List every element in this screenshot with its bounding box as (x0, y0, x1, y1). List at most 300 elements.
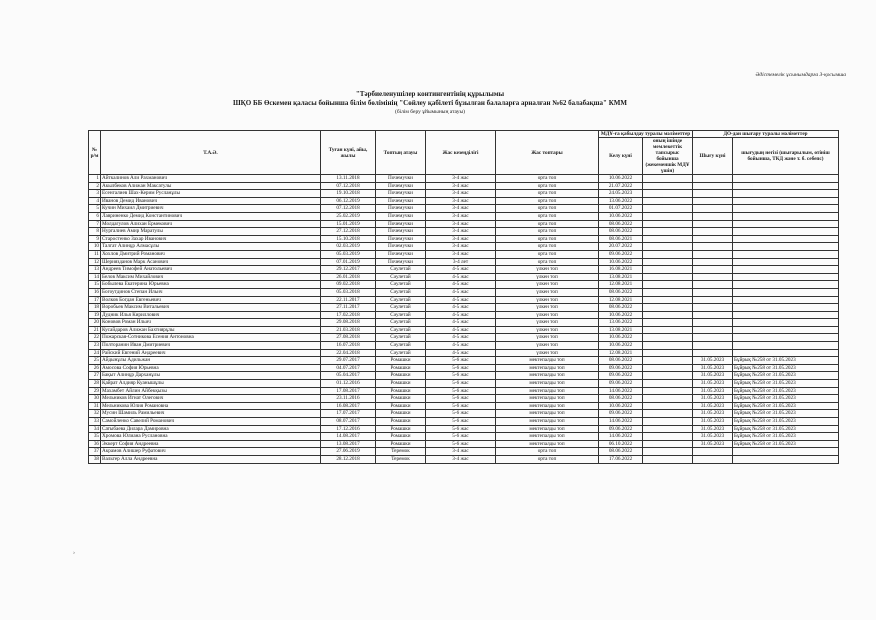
age-group-cell: орта топ (496, 258, 599, 266)
age-group-cell: мектепалды топ (496, 387, 599, 395)
table-row (89, 311, 839, 319)
child-name-cell: Шериязданов Марк Асанович (101, 258, 321, 266)
age-period-cell: 3-4 жас (426, 250, 496, 258)
departure-reason-cell (733, 342, 839, 350)
admission-basis-cell (643, 357, 693, 365)
group-name-cell: Сәулетай (376, 326, 426, 334)
admission-date-cell: 01.07.2022 (599, 205, 643, 213)
child-name-cell: Бақыт Алинұр Дарханұлы (101, 372, 321, 380)
departure-reason-cell (733, 205, 839, 213)
group-name-cell: Сәулетай (376, 311, 426, 319)
admission-basis-cell (643, 418, 693, 426)
admission-date-cell: 08.06.2022 (599, 220, 643, 228)
admission-date-cell: 13.06.2022 (599, 319, 643, 327)
age-period-cell: 4-5 жас (426, 349, 496, 357)
row-number-cell: 14 (89, 273, 101, 281)
departure-reason-cell (733, 190, 839, 198)
child-name-cell: Амосова София Юрьевна (101, 364, 321, 372)
departure-date-cell (693, 455, 733, 463)
admission-date-cell: 14.06.2022 (599, 387, 643, 395)
admission-date-cell: 09.06.2022 (599, 250, 643, 258)
child-name-cell: Пожарская-Сотникова Есения Антоновна (101, 334, 321, 342)
departure-date-cell (693, 243, 733, 251)
table-row (89, 326, 839, 334)
row-number-cell: 25 (89, 357, 101, 365)
departure-reason-cell (733, 175, 839, 183)
table-row (89, 182, 839, 190)
age-group-cell: орта топ (496, 235, 599, 243)
admission-basis-cell (643, 175, 693, 183)
table-row (89, 175, 839, 183)
admission-date-cell: 24.05.2023 (599, 190, 643, 198)
age-period-cell: 3-4 жас (426, 197, 496, 205)
row-number-cell: 24 (89, 349, 101, 357)
group-name-cell: Почемучки (376, 190, 426, 198)
birth-date-cell: 27.11.2017 (321, 304, 376, 312)
table-row (89, 273, 839, 281)
departure-reason-cell: Бұйрық №258 от 31.05.2023 (733, 425, 839, 433)
age-period-cell: 5-6 жас (426, 433, 496, 441)
admission-date-cell: 10.06.2022 (599, 175, 643, 183)
group-name-cell: Ромашки (376, 364, 426, 372)
birth-date-cell: 27.06.2019 (321, 448, 376, 456)
group-name-cell: Сәулетай (376, 288, 426, 296)
group-name-cell: Почемучки (376, 212, 426, 220)
table-row (89, 425, 839, 433)
age-group-cell: мектепалды топ (496, 425, 599, 433)
child-name-cell: Молдагулов Алихан Ермекович (101, 220, 321, 228)
row-number-cell: 36 (89, 440, 101, 448)
child-name-cell: Акрамов Алишер Руфатович (101, 448, 321, 456)
age-group-cell: үлкен топ (496, 326, 599, 334)
row-number-cell: 20 (89, 319, 101, 327)
child-name-cell: Есенгалиев Шах-Керим Русланұлы (101, 190, 321, 198)
row-number-cell: 31 (89, 402, 101, 410)
birth-date-cell: 17.02.2018 (321, 311, 376, 319)
admission-date-cell: 10.06.2022 (599, 342, 643, 350)
age-period-cell: 4-5 жас (426, 342, 496, 350)
child-name-cell: Полторанин Иван Дмитриевич (101, 342, 321, 350)
admission-basis-cell (643, 288, 693, 296)
age-group-cell: орта топ (496, 212, 599, 220)
age-period-cell: 5-6 жас (426, 364, 496, 372)
admission-basis-cell (643, 182, 693, 190)
group-name-cell: Почемучки (376, 220, 426, 228)
departure-date-cell (693, 212, 733, 220)
departure-date-cell (693, 319, 733, 327)
departure-date-cell: 31.05.2023 (693, 380, 733, 388)
age-period-cell: 3-4 жас (426, 212, 496, 220)
table-row (89, 440, 839, 448)
age-group-cell: орта топ (496, 243, 599, 251)
table-row (89, 304, 839, 312)
table-row (89, 455, 839, 463)
group-name-cell: Ромашки (376, 418, 426, 426)
departure-date-cell (693, 326, 733, 334)
row-number-cell: 35 (89, 433, 101, 441)
departure-reason-cell (733, 182, 839, 190)
child-name-cell: Хохлов Дмитрий Романович (101, 250, 321, 258)
group-name-cell: Почемучки (376, 175, 426, 183)
admission-basis-cell (643, 243, 693, 251)
age-period-cell: 5-6 жас (426, 357, 496, 365)
age-period-cell: 3-4 жас (426, 235, 496, 243)
child-name-cell: Талгат Алинұр Алмасұлы (101, 243, 321, 251)
group-name-cell: Ромашки (376, 402, 426, 410)
col-birth-header: Туған күні, айы, жылы (321, 131, 376, 175)
birth-date-cell: 13.08.2017 (321, 440, 376, 448)
admission-basis-cell (643, 395, 693, 403)
col-name-header: Т.А.Ә. (101, 131, 321, 175)
departure-date-cell (693, 197, 733, 205)
group-name-cell: Сәулетай (376, 273, 426, 281)
table-row (89, 296, 839, 304)
group-name-cell: Сәулетай (376, 304, 426, 312)
age-group-cell: мектепалды топ (496, 357, 599, 365)
admission-basis-cell (643, 190, 693, 198)
child-name-cell: Эккерт София Андреевна (101, 440, 321, 448)
departure-date-cell: 31.05.2023 (693, 440, 733, 448)
age-period-cell: 5-6 жас (426, 395, 496, 403)
age-group-cell: үлкен топ (496, 296, 599, 304)
table-body (89, 175, 839, 464)
birth-date-cell: 19.10.2018 (321, 190, 376, 198)
departure-reason-cell (733, 319, 839, 327)
departure-reason-cell (733, 243, 839, 251)
col-departure-header: ДО-дан шығару туралы мәліметтер (693, 131, 839, 138)
age-group-cell: үлкен топ (496, 349, 599, 357)
birth-date-cell: 26.01.2018 (321, 273, 376, 281)
row-number-cell: 21 (89, 326, 101, 334)
col-num-header: № р/м (89, 131, 101, 175)
row-number-cell: 5 (89, 205, 101, 213)
child-name-cell: Иванов Демид Иванович (101, 197, 321, 205)
departure-date-cell (693, 258, 733, 266)
table-row (89, 288, 839, 296)
margin-mark: › (73, 550, 75, 556)
admission-date-cell: 10.06.2022 (599, 402, 643, 410)
age-period-cell: 3-4 лет (426, 258, 496, 266)
group-name-cell: Почемучки (376, 205, 426, 213)
admission-basis-cell (643, 334, 693, 342)
age-group-cell: орта топ (496, 197, 599, 205)
child-name-cell: Дудник Илья Кириллович (101, 311, 321, 319)
age-group-cell: орта топ (496, 250, 599, 258)
departure-reason-cell (733, 250, 839, 258)
admission-date-cell: 09.06.2022 (599, 364, 643, 372)
age-group-cell: үлкен топ (496, 266, 599, 274)
child-name-cell: Старостенко Захар Иванович (101, 235, 321, 243)
col-departure-reason-header: шығудың негізі (шығарылым, өтініш бойынша, ТКД және т. б. себепс) (733, 138, 839, 175)
age-period-cell: 4-5 жас (426, 319, 496, 327)
row-number-cell: 2 (89, 182, 101, 190)
group-name-cell: Почемучки (376, 228, 426, 236)
table-row (89, 372, 839, 380)
departure-date-cell: 31.05.2023 (693, 433, 733, 441)
departure-date-cell: 31.05.2023 (693, 387, 733, 395)
child-name-cell: Коновов Роман Ильич (101, 319, 321, 327)
birth-date-cell: 07.12.2018 (321, 205, 376, 213)
birth-date-cell: 15.01.2019 (321, 220, 376, 228)
admission-basis-cell (643, 228, 693, 236)
table-row (89, 334, 839, 342)
row-number-cell: 22 (89, 334, 101, 342)
col-departure-date-header: Шығу күні (693, 138, 733, 175)
departure-date-cell (693, 175, 733, 183)
admission-basis-cell (643, 319, 693, 327)
age-period-cell: 5-6 жас (426, 387, 496, 395)
departure-reason-cell (733, 266, 839, 274)
departure-reason-cell (733, 311, 839, 319)
group-name-cell: Почемучки (376, 258, 426, 266)
departure-reason-cell: Бұйрық №258 от 31.05.2023 (733, 433, 839, 441)
appendix-note: Әдістемелік ұсынымдарға 3-қосымша (755, 72, 846, 78)
table-row (89, 410, 839, 418)
table-row (89, 433, 839, 441)
admission-date-cell: 08.06.2022 (599, 288, 643, 296)
age-group-cell: мектепалды топ (496, 410, 599, 418)
child-name-cell: Айткалинов Али Рахманович (101, 175, 321, 183)
admission-basis-cell (643, 250, 693, 258)
child-name-cell: Қайрат Алдияр Куанышұлы (101, 380, 321, 388)
table-row (89, 402, 839, 410)
age-period-cell: 4-5 жас (426, 273, 496, 281)
departure-date-cell: 31.05.2023 (693, 364, 733, 372)
row-number-cell: 23 (89, 342, 101, 350)
birth-date-cell: 07.12.2018 (321, 182, 376, 190)
admission-date-cell: 09.06.2022 (599, 410, 643, 418)
group-name-cell: Почемучки (376, 197, 426, 205)
admission-date-cell: 10.06.2022 (599, 334, 643, 342)
col-group-header: Топтың атауы (376, 131, 426, 175)
col-agegroup-header: Жас топтары (496, 131, 599, 175)
birth-date-cell: 08.07.2017 (321, 418, 376, 426)
child-name-cell: Бобылева Екатерина Юрьевна (101, 281, 321, 289)
group-name-cell: Ромашки (376, 387, 426, 395)
admission-basis-cell (643, 197, 693, 205)
admission-basis-cell (643, 387, 693, 395)
table-row (89, 364, 839, 372)
row-number-cell: 26 (89, 364, 101, 372)
col-admission-date-header: Келу күні (599, 138, 643, 175)
age-group-cell: мектепалды топ (496, 402, 599, 410)
child-name-cell: Акылбеков Алижан Максатулы (101, 182, 321, 190)
birth-date-cell: 29.08.2018 (321, 319, 376, 327)
admission-date-cell: 08.06.2022 (599, 448, 643, 456)
child-name-cell: Кусайдаров Алижан Бахтиярұлы (101, 326, 321, 334)
table-row (89, 319, 839, 327)
child-name-cell: Кучин Михаил Дмитриевич (101, 205, 321, 213)
birth-date-cell: 05.03.2018 (321, 288, 376, 296)
admission-date-cell: 09.06.2022 (599, 425, 643, 433)
child-name-cell: Мусин Шамиль Рамильевич (101, 410, 321, 418)
admission-date-cell: 21.07.2022 (599, 182, 643, 190)
admission-date-cell: 08.06.2021 (599, 235, 643, 243)
admission-basis-cell (643, 311, 693, 319)
departure-date-cell (693, 281, 733, 289)
table-row (89, 250, 839, 258)
child-name-cell: Белов Максим Михайлович (101, 273, 321, 281)
departure-date-cell (693, 334, 733, 342)
departure-date-cell: 31.05.2023 (693, 372, 733, 380)
departure-reason-cell (733, 197, 839, 205)
departure-reason-cell (733, 212, 839, 220)
birth-date-cell: 17.08.2017 (321, 387, 376, 395)
birth-date-cell: 16.07.2018 (321, 342, 376, 350)
group-name-cell: Теремок (376, 448, 426, 456)
admission-date-cell: 09.06.2022 (599, 372, 643, 380)
row-number-cell: 15 (89, 281, 101, 289)
departure-reason-cell (733, 258, 839, 266)
departure-reason-cell (733, 455, 839, 463)
departure-date-cell (693, 190, 733, 198)
age-period-cell: 3-4 жас (426, 228, 496, 236)
birth-date-cell: 17.07.2017 (321, 410, 376, 418)
row-number-cell: 17 (89, 296, 101, 304)
age-group-cell: үлкен топ (496, 311, 599, 319)
admission-date-cell: 13.08.2021 (599, 273, 643, 281)
group-name-cell: Почемучки (376, 182, 426, 190)
age-group-cell: орта топ (496, 448, 599, 456)
departure-date-cell (693, 235, 733, 243)
age-group-cell: орта топ (496, 190, 599, 198)
departure-date-cell (693, 296, 733, 304)
age-period-cell: 5-6 жас (426, 425, 496, 433)
admission-date-cell: 10.06.2022 (599, 311, 643, 319)
departure-reason-cell (733, 304, 839, 312)
admission-date-cell: 08.06.2022 (599, 304, 643, 312)
admission-date-cell: 14.06.2022 (599, 418, 643, 426)
departure-date-cell (693, 250, 733, 258)
departure-reason-cell: Бұйрық №258 от 31.05.2023 (733, 387, 839, 395)
child-name-cell: Сатыбаева Дилара Дамировна (101, 425, 321, 433)
admission-date-cell: 12.08.2021 (599, 281, 643, 289)
departure-date-cell (693, 448, 733, 456)
child-name-cell: Нургалиев Амир Маратулы (101, 228, 321, 236)
departure-reason-cell: Бұйрық №258 от 31.05.2023 (733, 364, 839, 372)
age-group-cell: мектепалды топ (496, 364, 599, 372)
departure-date-cell: 31.05.2023 (693, 402, 733, 410)
col-admission-header: МДҰ-ға қабылдау туралы мәліметтер (599, 131, 693, 138)
age-period-cell: 3-4 жас (426, 205, 496, 213)
row-number-cell: 8 (89, 228, 101, 236)
age-period-cell: 3-4 жас (426, 455, 496, 463)
row-number-cell: 11 (89, 250, 101, 258)
admission-date-cell: 16.08.2021 (599, 266, 643, 274)
child-name-cell: Волков Богдан Евгеньевич (101, 296, 321, 304)
group-name-cell: Почемучки (376, 250, 426, 258)
admission-basis-cell (643, 364, 693, 372)
age-group-cell: үлкен топ (496, 273, 599, 281)
row-number-cell: 1 (89, 175, 101, 183)
age-group-cell: мектепалды топ (496, 395, 599, 403)
admission-basis-cell (643, 266, 693, 274)
birth-date-cell: 28.12.2018 (321, 455, 376, 463)
row-number-cell: 7 (89, 220, 101, 228)
departure-reason-cell (733, 273, 839, 281)
age-period-cell: 4-5 жас (426, 288, 496, 296)
birth-date-cell: 29.12.2017 (321, 266, 376, 274)
departure-date-cell (693, 266, 733, 274)
birth-date-cell: 02.03.2019 (321, 243, 376, 251)
table-row (89, 448, 839, 456)
admission-basis-cell (643, 326, 693, 334)
departure-date-cell (693, 182, 733, 190)
departure-date-cell (693, 288, 733, 296)
departure-reason-cell: Бұйрық №258 от 31.05.2023 (733, 357, 839, 365)
departure-reason-cell: Бұйрық №258 от 31.05.2023 (733, 395, 839, 403)
departure-date-cell (693, 205, 733, 213)
child-name-cell: Айдынұлы Адильжан (101, 357, 321, 365)
birth-date-cell: 04.07.2017 (321, 364, 376, 372)
admission-date-cell: 10.06.2022 (599, 258, 643, 266)
departure-date-cell (693, 273, 733, 281)
child-name-cell: Райский Евгений Андреевич (101, 349, 321, 357)
birth-date-cell: 06.12.2019 (321, 197, 376, 205)
admission-basis-cell (643, 380, 693, 388)
age-period-cell: 3-4 жас (426, 220, 496, 228)
age-group-cell: үлкен топ (496, 304, 599, 312)
age-group-cell: орта топ (496, 175, 599, 183)
age-period-cell: 4-5 жас (426, 266, 496, 274)
group-name-cell: Ромашки (376, 357, 426, 365)
table-row (89, 342, 839, 350)
admission-date-cell: 13.06.2022 (599, 197, 643, 205)
table-row (89, 281, 839, 289)
admission-basis-cell (643, 425, 693, 433)
table-row (89, 349, 839, 357)
row-number-cell: 13 (89, 266, 101, 274)
row-number-cell: 6 (89, 212, 101, 220)
departure-reason-cell: Бұйрық №258 от 31.05.2023 (733, 440, 839, 448)
birth-date-cell: 05.04.2017 (321, 372, 376, 380)
departure-reason-cell (733, 334, 839, 342)
age-period-cell: 5-6 жас (426, 418, 496, 426)
admission-basis-cell (643, 235, 693, 243)
row-number-cell: 37 (89, 448, 101, 456)
admission-basis-cell (643, 372, 693, 380)
group-name-cell: Ромашки (376, 372, 426, 380)
age-group-cell: орта топ (496, 182, 599, 190)
departure-date-cell (693, 342, 733, 350)
row-number-cell: 30 (89, 395, 101, 403)
contingent-table (88, 130, 839, 464)
admission-basis-cell (643, 220, 693, 228)
row-number-cell: 12 (89, 258, 101, 266)
table-row (89, 228, 839, 236)
col-admission-basis-header: оның ішінде мемлекеттік тапсырыс бойынша (жекеменшік МДҰ үшін) (643, 138, 693, 175)
row-number-cell: 33 (89, 418, 101, 426)
admission-date-cell: 10.06.2022 (599, 212, 643, 220)
age-period-cell: 5-6 жас (426, 380, 496, 388)
child-name-cell: Мельникова Юлия Романовна (101, 402, 321, 410)
group-name-cell: Почемучки (376, 243, 426, 251)
age-group-cell: орта топ (496, 228, 599, 236)
age-period-cell: 4-5 жас (426, 326, 496, 334)
departure-date-cell: 31.05.2023 (693, 395, 733, 403)
age-group-cell: мектепалды топ (496, 433, 599, 441)
departure-reason-cell (733, 448, 839, 456)
departure-date-cell (693, 220, 733, 228)
admission-basis-cell (643, 455, 693, 463)
birth-date-cell: 27.08.2018 (321, 334, 376, 342)
age-period-cell: 4-5 жас (426, 281, 496, 289)
birth-date-cell: 15.10.2018 (321, 235, 376, 243)
age-group-cell: үлкен топ (496, 334, 599, 342)
table-row (89, 395, 839, 403)
birth-date-cell: 23.11.2016 (321, 395, 376, 403)
group-name-cell: Ромашки (376, 440, 426, 448)
